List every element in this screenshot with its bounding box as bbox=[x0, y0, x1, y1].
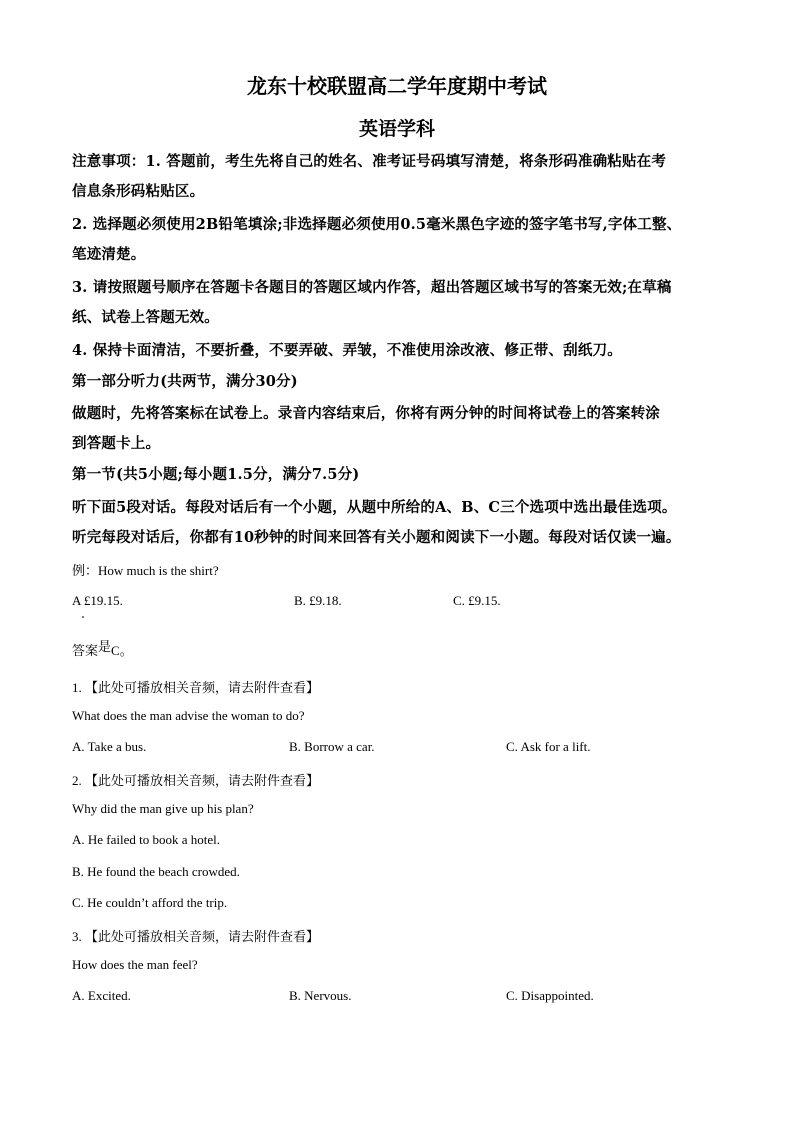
note-2-line-2: 笔迹清楚。 bbox=[72, 246, 146, 263]
example-answer-value: C。 bbox=[111, 643, 133, 658]
note-4: 4. 保持卡面清洁，不要折叠，不要弄破、弄皱，不准使用涂改液、修正带、刮纸刀。 bbox=[72, 342, 622, 359]
question-number-tag: 2. 【此处可播放相关音频，请去附件查看】 bbox=[72, 773, 320, 788]
example-answer-prefix: 答案 bbox=[72, 644, 99, 659]
question-number-tag: 1. 【此处可播放相关音频，请去附件查看】 bbox=[72, 680, 320, 695]
question-text: How does the man feel? bbox=[72, 957, 198, 972]
part-one-heading: 第一部分听力(共两节，满分30分) bbox=[72, 373, 298, 390]
stray-dot bbox=[82, 616, 84, 618]
example-answer bbox=[72, 640, 133, 659]
example-option-a: A £19.15. bbox=[72, 593, 123, 608]
note-3-line-2: 纸、试卷上答题无效。 bbox=[72, 309, 219, 326]
option-b: B. Nervous. bbox=[289, 988, 352, 1003]
example-prompt: 例：How much is the shirt? bbox=[72, 563, 219, 578]
subject-title: 英语学科 bbox=[358, 118, 435, 140]
exam-title: 龙东十校联盟高二学年度期中考试 bbox=[247, 74, 547, 98]
option-a: A. Take a bus. bbox=[72, 739, 147, 754]
option-a: A. He failed to book a hotel. bbox=[72, 832, 221, 847]
example-answer-is: 是 bbox=[98, 640, 112, 655]
question-text: Why did the man give up his plan? bbox=[72, 801, 254, 816]
note-2-line-1: 2. 选择题必须使用2B铅笔填涂;非选择题必须使用0.5毫米黑色字迹的签字笔书写,字体工整、 bbox=[72, 216, 682, 233]
note-3-line-1: 3. 请按照题号顺序在答题卡各题目的答题区域内作答，超出答题区域书写的答案无效;在草稿 bbox=[72, 279, 672, 296]
option-c: C. He couldn’t afford the trip. bbox=[72, 895, 228, 910]
section-one-line-2: 听完每段对话后，你都有10秒钟的时间来回答有关小题和阅读下一小题。每段对话仅读一遍。 bbox=[72, 529, 681, 546]
option-b: B. Borrow a car. bbox=[289, 739, 375, 754]
example-option-b: B. £9.18. bbox=[294, 593, 342, 608]
note-1-line-2: 信息条形码粘贴区。 bbox=[72, 183, 205, 200]
part-one-instruction-line-2: 到答题卡上。 bbox=[72, 435, 161, 452]
option-c: C. Ask for a lift. bbox=[506, 739, 591, 754]
example-option-c: C. £9.15. bbox=[453, 593, 501, 608]
note-1-line-1: 注意事项：1. 答题前，考生先将自己的姓名、准考证号码填写清楚，将条形码准确粘贴在考 bbox=[72, 153, 667, 170]
section-one-line-1: 听下面5段对话。每段对话后有一个小题，从题中所给的A、B、C三个选项中选出最佳选项。 bbox=[72, 499, 677, 516]
part-one-instruction-line-1: 做题时，先将答案标在试卷上。录音内容结束后，你将有两分钟的时间将试卷上的答案转涂 bbox=[72, 405, 660, 422]
option-b: B. He found the beach crowded. bbox=[72, 864, 240, 879]
question-text: What does the man advise the woman to do? bbox=[72, 708, 305, 723]
question-number-tag: 3. 【此处可播放相关音频，请去附件查看】 bbox=[72, 929, 320, 944]
section-one-heading: 第一节(共5小题;每小题1.5分，满分7.5分) bbox=[72, 466, 360, 483]
option-c: C. Disappointed. bbox=[506, 988, 594, 1003]
option-a: A. Excited. bbox=[72, 988, 131, 1003]
